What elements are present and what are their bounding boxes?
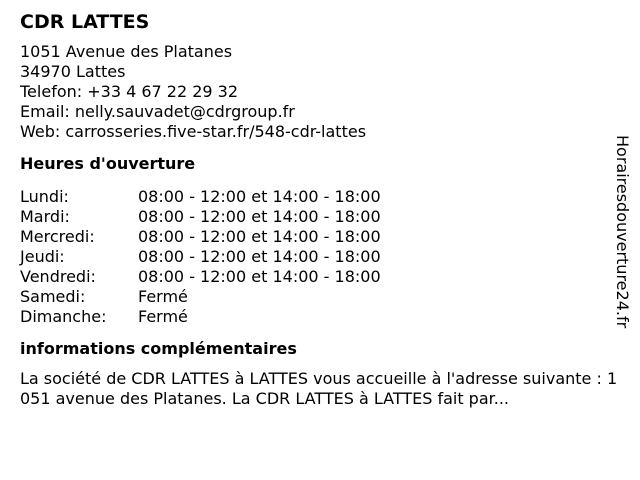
day-hours: 08:00 - 12:00 et 14:00 - 18:00 [138,227,381,246]
day-hours: Fermé [138,307,188,326]
hours-row-monday [20,187,620,207]
day-label: Vendredi: [20,267,96,286]
hours-row-thursday [20,247,620,267]
day-label: Jeudi: [20,247,65,266]
day-label: Dimanche: [20,307,107,326]
day-label: Mercredi: [20,227,95,246]
info-text: La société de CDR LATTES à LATTES vous accueille à l'adresse suivante : 1051 avenue des Platanes. La CDR LATTES à LATTES fait par... [20,369,618,408]
phone-line: Telefon: +33 4 67 22 29 32 [20,82,239,101]
web-line: Web: carrosseries.five-star.fr/548-cdr-lattes [20,122,367,141]
day-hours: Fermé [138,287,188,306]
hours-row-friday [20,267,620,287]
business-name: CDR LATTES [20,11,150,33]
day-hours: 08:00 - 12:00 et 14:00 - 18:00 [138,187,381,206]
watermark-text: Horairesdouverture24.fr [613,135,632,329]
day-label: Lundi: [20,187,69,206]
business-card [20,10,620,409]
info-heading: informations complémentaires [20,339,297,358]
day-hours: 08:00 - 12:00 et 14:00 - 18:00 [138,207,381,226]
address-line-1: 1051 Avenue des Platanes [20,42,233,61]
hours-row-tuesday [20,207,620,227]
hours-row-sunday [20,307,620,327]
hours-heading: Heures d'ouverture [20,154,196,173]
hours-row-wednesday [20,227,620,247]
email-line: Email: nelly.sauvadet@cdrgroup.fr [20,102,295,121]
day-label: Mardi: [20,207,70,226]
day-label: Samedi: [20,287,86,306]
address-line-2: 34970 Lattes [20,62,126,81]
hours-table [20,187,620,327]
day-hours: 08:00 - 12:00 et 14:00 - 18:00 [138,267,381,286]
day-hours: 08:00 - 12:00 et 14:00 - 18:00 [138,247,381,266]
hours-row-saturday [20,287,620,307]
